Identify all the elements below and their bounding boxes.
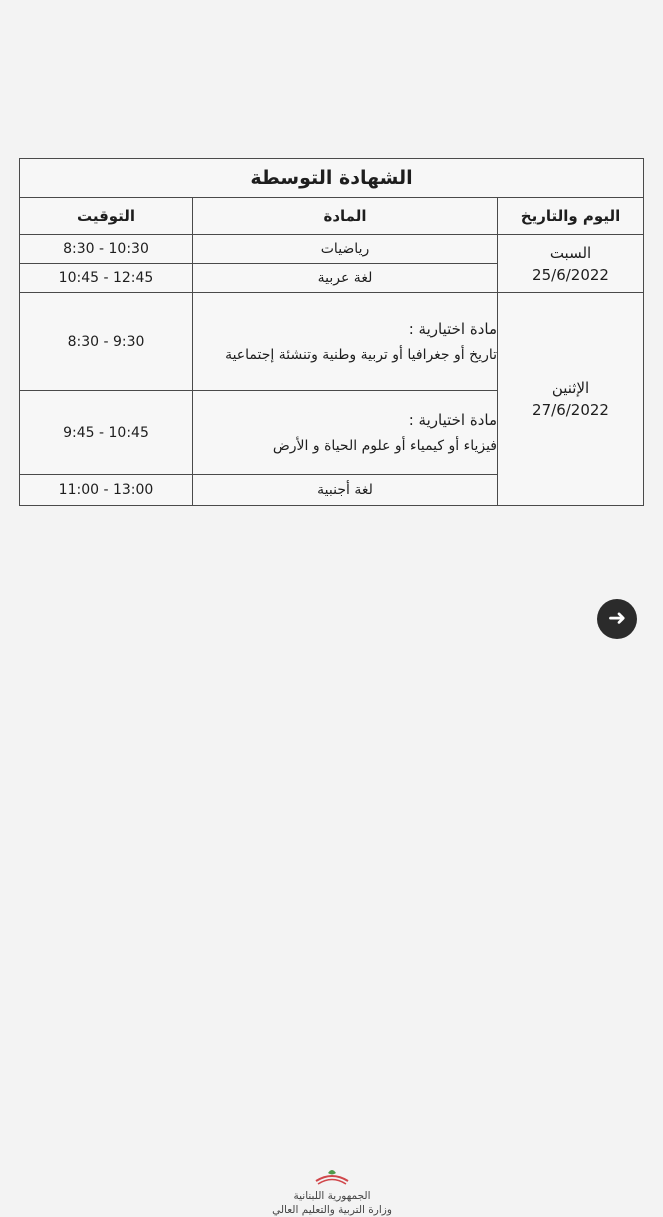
elective-label: مادة اختيارية : bbox=[408, 410, 497, 429]
subject-cell: لغة عربية bbox=[193, 264, 498, 293]
day-cell-monday bbox=[498, 293, 644, 506]
next-arrow-button[interactable] bbox=[597, 599, 637, 639]
elective-label: مادة اختيارية : bbox=[408, 319, 497, 338]
ministry-line-1: الجمهورية اللبنانية bbox=[293, 1190, 371, 1202]
time-cell: 10:45 - 12:45 bbox=[20, 264, 193, 293]
subject-cell-elective bbox=[193, 293, 498, 391]
exam-schedule-table bbox=[19, 158, 644, 506]
day-date: 27/6/2022 bbox=[532, 401, 609, 419]
time-cell: 11:00 - 13:00 bbox=[20, 475, 193, 506]
subject-cell: رياضيات bbox=[193, 235, 498, 264]
time-cell: 9:45 - 10:45 bbox=[20, 391, 193, 475]
header-time: التوقيت bbox=[20, 198, 193, 235]
day-name: السبت bbox=[549, 243, 592, 262]
header-subject: المادة bbox=[193, 198, 498, 235]
footer bbox=[0, 575, 663, 1216]
arrow-right-icon: ➜ bbox=[607, 606, 627, 631]
elective-options: فيزياء أو كيمياء أو علوم الحياة و الأرض bbox=[272, 437, 497, 454]
header-day: اليوم والتاريخ bbox=[498, 198, 644, 235]
table-title: الشهادة التوسطة bbox=[20, 159, 644, 198]
subject-cell: لغة أجنبية bbox=[193, 475, 498, 506]
subject-cell-elective bbox=[193, 391, 498, 475]
time-cell: 8:30 - 9:30 bbox=[20, 293, 193, 391]
day-name: الإثنين bbox=[551, 379, 590, 397]
ministry-line-2: وزارة التربية والتعليم العالي bbox=[272, 1204, 392, 1216]
time-cell: 8:30 - 10:30 bbox=[20, 235, 193, 264]
day-cell-saturday bbox=[498, 235, 644, 293]
ministry-name bbox=[262, 1189, 402, 1217]
day-date: 25/6/2022 bbox=[532, 265, 609, 284]
elective-options: تاريخ أو جغرافيا أو تربية وطنية وتنشئة إجتماعية bbox=[225, 346, 497, 363]
ministry-emblem-icon bbox=[312, 1167, 352, 1187]
